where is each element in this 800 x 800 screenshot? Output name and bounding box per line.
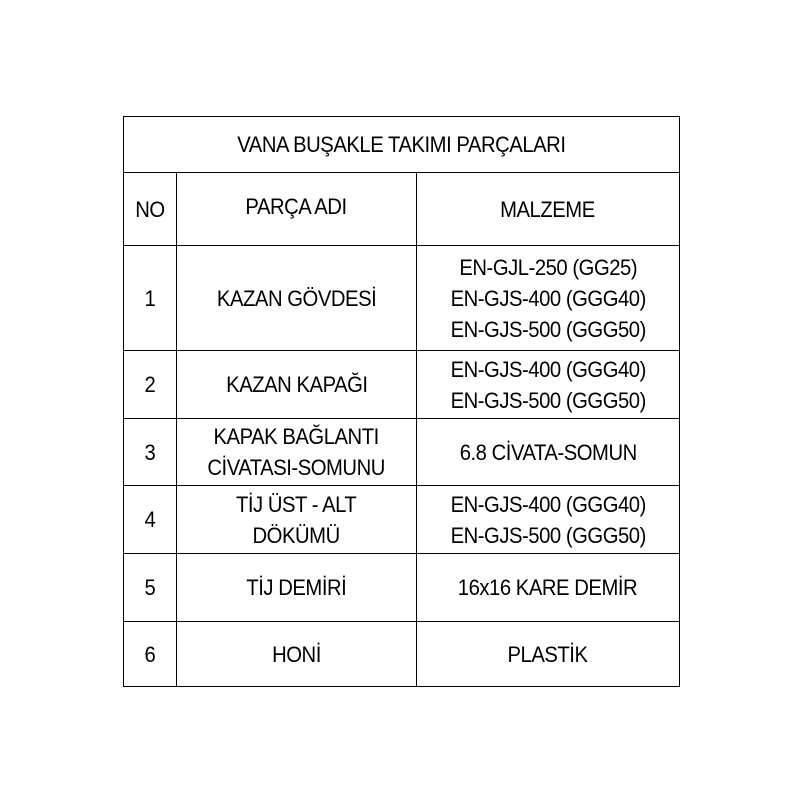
title-row: [124, 117, 680, 173]
row-material-line: EN-GJS-500 (GGG50): [450, 522, 646, 548]
row-no: [124, 622, 177, 687]
header-material-text: MALZEME: [500, 196, 596, 222]
row-material: [416, 486, 679, 554]
table-row: [124, 419, 680, 486]
parts-table: [123, 116, 680, 687]
row-material-line: PLASTİK: [507, 641, 588, 667]
row-material-line: 16x16 KARE DEMİR: [458, 575, 638, 600]
header-material: [416, 173, 679, 246]
row-no: [124, 419, 177, 486]
table-row: [124, 622, 680, 687]
row-no-text: 1: [144, 285, 156, 311]
header-row: [124, 173, 680, 246]
row-material-line: EN-GJS-500 (GGG50): [450, 387, 646, 413]
row-no-text: 5: [144, 575, 156, 600]
row-no-text: 6: [144, 641, 156, 667]
row-name: [177, 486, 416, 554]
row-material: [416, 419, 679, 486]
row-material: [416, 246, 679, 351]
header-no: [124, 173, 177, 246]
row-no: [124, 246, 177, 351]
row-name: [177, 246, 416, 351]
table-title: [124, 117, 680, 173]
row-material-line: EN-GJS-500 (GGG50): [450, 316, 646, 342]
row-no-text: 4: [144, 507, 156, 532]
row-material-line: EN-GJS-400 (GGG40): [450, 356, 646, 382]
row-material-line: EN-GJL-250 (GG25): [458, 254, 637, 280]
row-name-text: HONİ: [272, 641, 321, 667]
row-no-text: 2: [144, 372, 156, 397]
row-name: [177, 419, 416, 486]
table-row: [124, 351, 680, 419]
row-material: [416, 351, 679, 419]
row-name-text: KAZAN KAPAĞI: [225, 372, 368, 397]
row-name-line: KAPAK BAĞLANTI: [213, 424, 380, 449]
table-row: [124, 554, 680, 622]
table-row: [124, 246, 680, 351]
row-name-line: CİVATASI-SOMUNU: [207, 455, 386, 480]
row-material: [416, 622, 679, 687]
row-no: [124, 554, 177, 622]
row-material-line: 6.8 CİVATA-SOMUN: [459, 439, 637, 465]
row-name: [177, 622, 416, 687]
row-no: [124, 486, 177, 554]
header-no-text: NO: [135, 196, 165, 222]
row-name-line: DÖKÜMÜ: [252, 522, 341, 548]
header-name-text: PARÇA ADI: [245, 194, 348, 219]
row-name-text: KAZAN GÖVDESİ: [216, 285, 377, 311]
row-material: [416, 554, 679, 622]
row-material-line: EN-GJS-400 (GGG40): [450, 285, 646, 311]
row-name: [177, 554, 416, 622]
row-name-line: TİJ ÜST - ALT: [236, 491, 357, 517]
row-name: [177, 351, 416, 419]
header-name: [177, 173, 416, 246]
row-no-text: 3: [144, 439, 156, 465]
table-title-text: VANA BUŞAKLE TAKIMI PARÇALARI: [237, 132, 566, 157]
row-no: [124, 351, 177, 419]
row-material-line: EN-GJS-400 (GGG40): [450, 491, 646, 517]
row-name-text: TİJ DEMİRİ: [246, 575, 347, 600]
table-row: [124, 486, 680, 554]
